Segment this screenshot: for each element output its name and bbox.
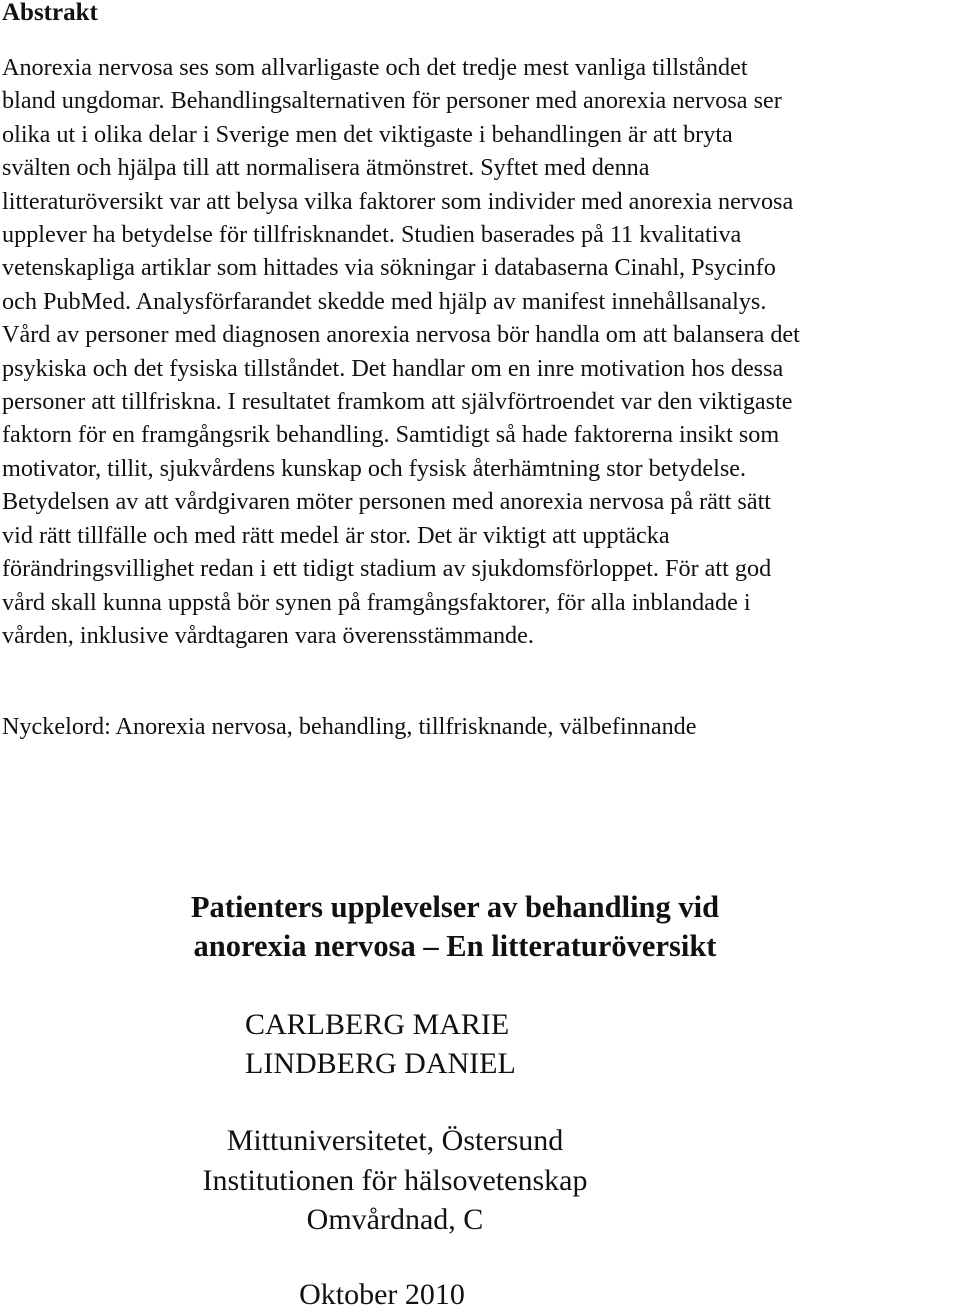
abstract-line: bland ungdomar. Behandlingsalternativen för personer med anorexia nervosa ser [2, 87, 782, 115]
abstract-line: personer att tillfriskna. I resultatet framkom att självförtroendet var den viktigaste [2, 388, 793, 416]
abstract-line: litteraturöversikt var att belysa vilka faktorer som individer med anorexia nervosa [2, 187, 794, 215]
affiliation-block [0, 1121, 790, 1240]
thesis-title-line-2: anorexia nervosa – En litteraturöversikt [193, 929, 717, 963]
abstract-line: förändringsvillighet redan i ett tidigt stadium av sjukdomsförloppet. För att god [2, 555, 772, 583]
author-list [245, 1005, 516, 1083]
abstract-line: upplever ha betydelse för tillfrisknandet. Studien baserades på 11 kvalitativa [2, 221, 742, 249]
author-name: CARLBERG MARIE [245, 1008, 510, 1041]
abstract-line: vetenskapliga artiklar som hittades via sökningar i databaserna Cinahl, Psycinfo [2, 254, 776, 282]
abstract-body [2, 51, 960, 652]
abstract-line: Vård av personer med diagnosen anorexia nervosa bör handla om att balansera det [2, 321, 800, 349]
institution-name: Institutionen för hälsovetenskap [202, 1163, 588, 1197]
abstract-line: psykiska och det fysiska tillståndet. Det handlar om en inre motivation hos dessa [2, 354, 784, 382]
program-name: Omvårdnad, C [306, 1203, 484, 1236]
thesis-title [0, 888, 910, 966]
publication-date: Oktober 2010 [299, 1278, 465, 1311]
abstract-line: motivator, tillit, sjukvårdens kunskap och fysisk återhämtning stor betydelse. [2, 454, 747, 482]
abstract-heading: Abstrakt [2, 0, 98, 26]
abstract-line: vård skall kunna uppstå bör synen på framgångsfaktorer, för alla inblandade i [2, 588, 751, 616]
keywords-line: Nyckelord: Anorexia nervosa, behandling, tillfrisknande, välbefinnande [2, 713, 697, 740]
abstract-line: svälten och hjälpa till att normalisera ätmönstret. Syftet med denna [2, 154, 650, 182]
university-name: Mittuniversitetet, Östersund [226, 1124, 564, 1157]
abstract-line: och PubMed. Analysförfarandet skedde med hjälp av manifest innehållsanalys. [2, 287, 767, 315]
thesis-title-line-1: Patienters upplevelser av behandling vid [190, 890, 720, 924]
abstract-line: Betydelsen av att vårdgivaren möter personen med anorexia nervosa på rätt sätt [2, 488, 772, 516]
abstract-line: olika ut i olika delar i Sverige men det viktigaste i behandlingen är att bryta [2, 120, 733, 148]
abstract-line: Anorexia nervosa ses som allvarligaste och det tredje mest vanliga tillståndet [2, 54, 748, 81]
abstract-line: faktorn för en framgångsrik behandling. Samtidigt så hade faktorerna insikt som [2, 421, 780, 449]
abstract-line: vid rätt tillfälle och med rätt medel är stor. Det är viktigt att upptäcka [2, 521, 670, 549]
abstract-line: vården, inklusive vårdtagaren vara överensstämmande. [2, 621, 534, 649]
author-name: LINDBERG DANIEL [245, 1047, 516, 1080]
